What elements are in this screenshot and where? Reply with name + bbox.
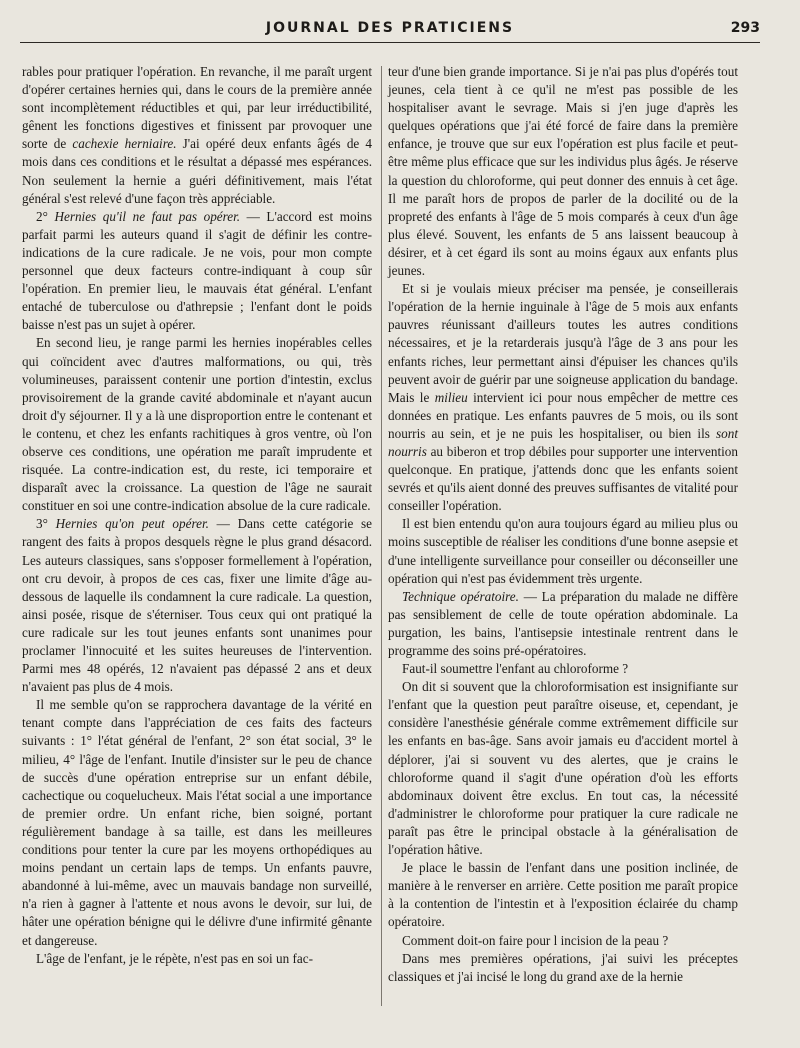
right-column xyxy=(388,63,738,986)
paragraph: On dit si souvent que la chloroformisation est insignifiante sur l'enfant que la question peut paraître oiseuse, et, cependant, je considère l'anesthésie générale comme extrêmement difficile sur les enfants en bas-âge. Sans avoir jamais eu d'accident mortel à déplorer, j'ai si souvent vu des alertes, que je crains le chloroforme quand il s'agit d'une opération d'où les efforts abdominaux doivent être exclus. En tout cas, la nécessité d'administrer le chloroforme pour pratiquer la cure radicale ne paraît pas être le principal obstacle à la généralisation de l'opération hâtive. xyxy=(388,679,738,858)
paragraph: Faut-il soumettre l'enfant au chloroforme ? xyxy=(402,661,629,677)
paragraph: Il est bien entendu qu'on aura toujours égard au milieu plus ou moins susceptible de réaliser les conditions d'une bonne asepsie et d'une intelligente surveillance pour conseiller ou déconseiller une opération qui n'est pas évidemment très urgente. xyxy=(388,516,738,586)
paragraph: Je place le bassin de l'enfant dans une position inclinée, de manière à le renverser en arrière. Cette position me paraît propice à la contention de l'intestin et à l'exposition éclairée du champ opératoire. xyxy=(388,860,738,930)
paragraph xyxy=(22,63,372,208)
column-divider xyxy=(381,66,382,1006)
section-heading: Hernies qu'il ne faut pas opérer. xyxy=(54,208,241,224)
paragraph xyxy=(388,280,738,515)
paragraph-text: Et si je voulais mieux préciser ma pensée, je conseillerais l'opération de la hernie inguinale à l'âge de 5 mois aux enfants pauvres réunissant d'ailleurs toutes les autres conditions nécessaires, et je la retarderais jusqu'à l'âge de 3 ans pour les enfants riches, leur permettant ainsi d'épuiser les chances qu'ils peuvent avoir de guérir par une soigneuse application du bandage. Mais le xyxy=(388,281,738,405)
section-heading: Technique opératoire. xyxy=(402,588,519,604)
journal-title: JOURNAL DES PRATICIENS xyxy=(265,20,515,36)
italic-term: milieu xyxy=(434,389,468,405)
paragraph: Dans mes premières opérations, j'ai suivi les préceptes classiques et j'ai incisé le long du grand axe de la hernie xyxy=(388,950,738,984)
paragraph xyxy=(22,208,372,335)
italic-term: cachexie herniaire. xyxy=(72,136,177,152)
paragraph: Il me semble qu'on se rapprochera davantage de la vérité en tenant compte dans l'appréciation de ces faits des facteurs suivants : 1° l'état général de l'enfant, 2° son état social, 3° le milieu, 4° l'âge de l'enfant. Inutile d'insister sur le peu de chance de succès d'une opération entreprise sur un enfant débile, cachectique ou coqueluchеux. Mais l'état social a une importance de premier ordre. Un enfant riche, bien soigné, portant régulièrement bandage à sa taille, est dans les meilleures conditions pour tenter la cure par les moyens orthopédiques au moins pendant un certain laps de temps. Un enfants pauvre, abandonné à lui-même, avec un mauvais bandage non surveillé, n'a rien à gagner à l'attente et nous avons le devoir, sur lui, de hâter une opération bénigne qui le délivre d'une infirmité gênante et dangereuse. xyxy=(22,697,372,948)
paragraph-text: rables pour pratiquer l'opération. En revanche, il me paraît urgent d'opérer certaines hernies qui, dans le cours de la première année sont incomplètement réductibles et qui, par leur irréductibilité, gênent les fonctions digestives et finissent par provoquer une sorte de xyxy=(22,64,372,152)
paragraph: En second lieu, je range parmi les hernies inopérables celles qui coïncident avec d'autres malformations, ou qui, très volumineuses, paraissent contenir une portion d'intestin, exclus provisoirement de la grande cavité abdominale et n'ayant aucun droit d'y séjourner. Il y a là une disproportion entre le contenant et le contenu, et chez les enfants rachitiques à gros ventre, où l'on observe ces conditions, une opération me paraît imprudente et risquée. La contre-indication est, du reste, ici temporaire et disparaît avec la croissance. La question de l'âge ne saurait constituer en soi une contre-indication absolue de la cure radicale. xyxy=(22,335,372,514)
section-heading: Hernies qu'on peut opérer. xyxy=(55,516,209,532)
paragraph: Comment doit-on faire pour l incision de la peau ? xyxy=(402,932,669,948)
page-header xyxy=(20,16,760,43)
paragraph-text: — L'accord est moins parfait parmi les auteurs quand il s'agit de définir les contre-indications de la cure radicale. Je ne vois, pour mon compte personnel que deux facteurs contre-indiquant à coup sûr l'opération. En premier lieu, le mauvais état général. L'enfant entaché de tuberculose ou d'athrepsie ; l'enfant dont le poids baisse n'est pas un sujet à opérer. xyxy=(22,208,372,333)
section-number: 2° xyxy=(36,208,48,224)
paragraph-text: — La préparation du malade ne diffère pas sensiblement de celle de toute opération abdominale. La purgation, les bains, l'antisepsie intestinale rentrent dans le programme des soins pré-opératoires. xyxy=(388,588,739,658)
paragraph xyxy=(388,588,738,660)
paragraph-text: au biberon et trop débiles pour supporter une intervention quelconque. En pratique, j'attends donc que les enfants soient sevrés et qu'ils aient donné des preuves suffisantes de vitalité pour conseiller l'opération. xyxy=(388,443,738,514)
paragraph-text: — Dans cette catégorie se rangent des faits à propos desquels règne le plus grand désacord. Les auteurs classiques, sans s'opposer formellement à l'opération, ont cru devoir, à propos de ces cas, fixer une limite d'âge au-dessous de laquelle ils condamnent la cure radicale. La question, ainsi posée, risque de s'éterniser. Tous ceux qui ont pratiqué la cure radicale sur les tout jeunes enfants sont unanimes pour proclamer l'innocuité et les suites heureuses de l'intervention. Parmi mes 48 opérés, 12 n'avaient pas dépassé 2 ans et deux n'avaient pas plus de 4 mois. xyxy=(22,516,373,695)
paragraph-text: J'ai opéré deux enfants âgés de 4 mois dans ces conditions et le résultat a dépassé mes espérances. Non seulement la hernie a guéri définitivement, mais l'état général s'est relevé d'une façon très appréciable. xyxy=(22,136,373,206)
paragraph-text: intervient ici pour nous empêcher de mettre ces données en pratique. Les enfants pauvres de 5 mois, ou ils sont nourris au sein, et je ne puis les hospitaliser, ou bien ils xyxy=(388,389,739,441)
section-number: 3° xyxy=(36,516,48,532)
left-column xyxy=(22,63,372,968)
page-number: 293 xyxy=(730,20,760,36)
paragraph: L'âge de l'enfant, je le répète, n'est pas en soi un fac- xyxy=(36,950,313,966)
italic-term: sont nourris xyxy=(388,425,738,459)
paragraph xyxy=(22,515,372,696)
paragraph: teur d'une bien grande importance. Si je n'ai pas plus d'opérés tout jeunes, cela tient à ce qu'il ne m'est pas possible de les hospitaliser avant le sevrage. Mais si j'en juge d'après les quelques opérations que j'ai été forcé de faire dans la première enfance, je trouve que sur eux l'opération est plus facile et peut-être même plus efficace que sur les individus plus âgés. Je réserve la question du chloroforme, qui peut donner des ennuis à cet âge. Il me paraît hors de propos de parler de la docilité ou de la propreté des enfants à l'âge de 5 mois comparés à ceux d'un âge plus élevé. Souvent, les enfants de 5 ans laissent beaucoup à désirer, et à cet égard ils sont au moins égaux aux enfants plus jeunes. xyxy=(388,64,738,279)
